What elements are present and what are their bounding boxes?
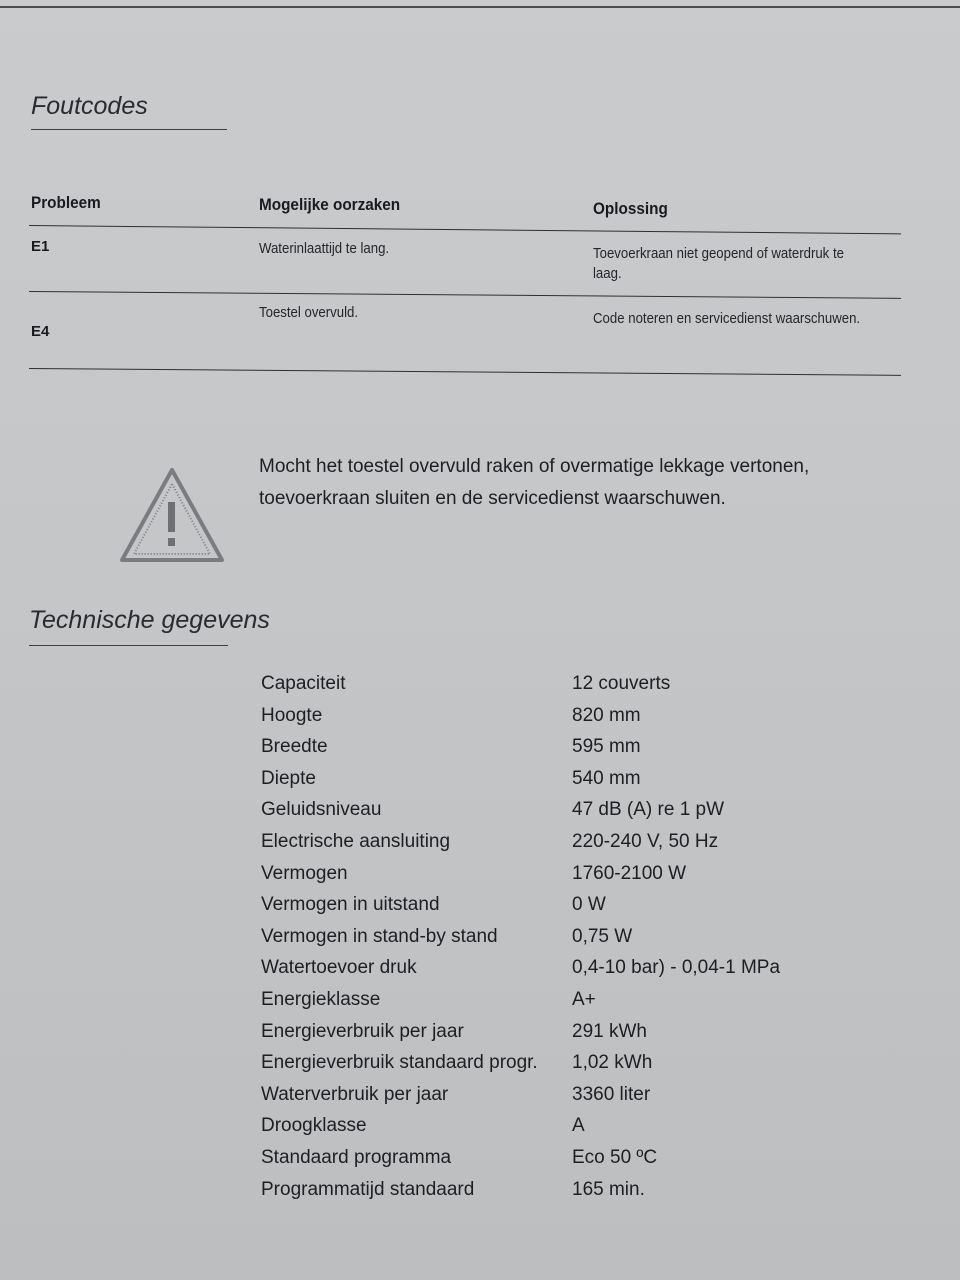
spec-value: 165 min. [572,1178,645,1200]
spec-label: Waterverbruik per jaar [261,1083,449,1105]
spec-value: 595 mm [572,736,641,758]
spec-value: 820 mm [572,704,641,726]
header-causes: Mogelijke oorzaken [259,195,401,214]
spec-label: Geluidsniveau [261,799,382,821]
header-problem: Probleem [31,193,101,212]
technical-title-underline [29,645,228,646]
cause-cell: Toestel overvuld. [259,304,359,321]
error-code: E1 [31,238,50,255]
spec-value: 47 dB (A) re 1 pW [572,799,725,821]
spec-value: 0,4-10 bar) - 0,04-1 MPa [572,957,781,979]
cause-cell: Waterinlaattijd te lang. [259,240,390,257]
table-bottom-rule [29,368,901,376]
spec-label: Droogklasse [261,1115,367,1137]
spec-label: Standaard programma [261,1146,452,1168]
spec-label: Diepte [261,767,316,789]
warning-line-1: Mocht het toestel overvuld raken of overmatige lekkage vertonen, [259,456,810,477]
solution-cell-line1: Code noteren en servicedienst waarschuwen. [593,310,861,327]
spec-value: 1760-2100 W [572,862,687,884]
spec-label: Vermogen in stand-by stand [261,925,498,947]
spec-value: Eco 50 ºC [572,1146,658,1168]
warning-text [259,451,879,515]
technical-title: Technische gegevens [29,606,270,634]
spec-value: 0,75 W [572,925,633,947]
spec-value: 220-240 V, 50 Hz [572,830,719,852]
solution-cell-line1: Toevoerkraan niet geopend of waterdruk te [593,245,844,262]
spec-label: Energieklasse [261,988,381,1010]
spec-label: Watertoevoer druk [261,957,417,979]
warning-line-2: toevoerkraan sluiten en de servicedienst waarschuwen. [259,488,726,509]
spec-label: Vermogen [261,862,348,884]
spec-label: Energieverbruik per jaar [261,1020,464,1042]
fault-codes-title: Foutcodes [31,92,148,120]
error-code: E4 [31,323,50,340]
table-row-rule [29,291,901,299]
solution-cell-line2: laag. [593,265,622,282]
spec-value: 12 couverts [572,673,671,694]
spec-label: Vermogen in uitstand [261,894,440,916]
top-border [0,6,960,8]
spec-value: 0 W [572,894,606,916]
spec-label: Hoogte [261,704,323,726]
spec-label: Breedte [261,736,328,758]
warning-triangle-icon [118,466,226,569]
spec-label: Capaciteit [261,673,346,694]
spec-value: 540 mm [572,767,641,789]
spec-label: Programmatijd standaard [261,1178,475,1200]
spec-label: Electrische aansluiting [261,830,451,852]
header-solution: Oplossing [593,199,668,218]
spec-value: A+ [572,988,596,1010]
spec-value: 1,02 kWh [572,1052,653,1074]
spec-value: 3360 liter [572,1083,651,1105]
table-header-rule [29,225,901,234]
fault-codes-title-underline [31,129,227,130]
spec-value: 291 kWh [572,1020,647,1042]
spec-label: Energieverbruik standaard progr. [261,1052,538,1074]
spec-value: A [572,1115,585,1137]
